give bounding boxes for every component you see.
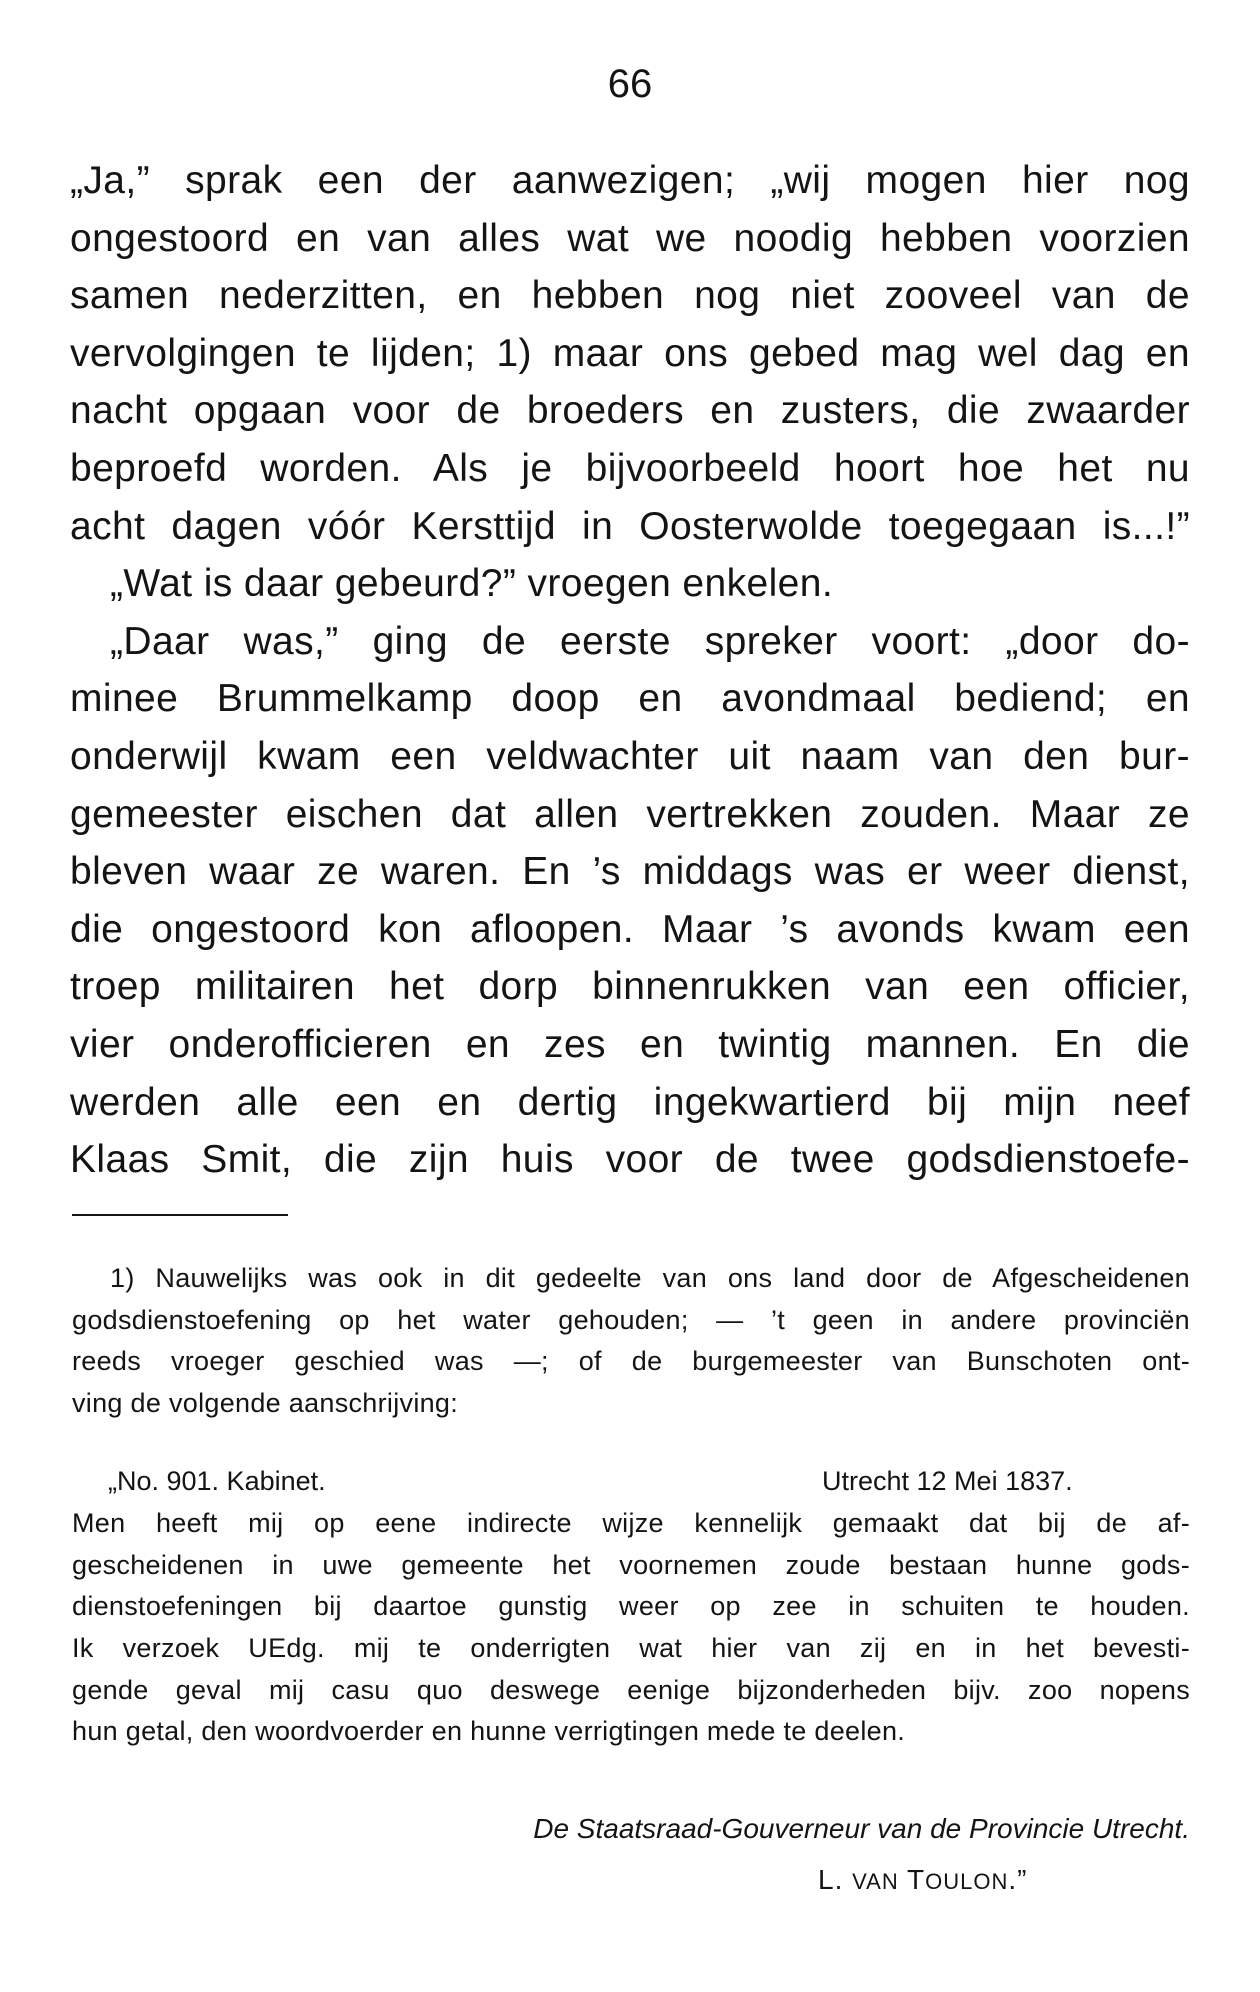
signer-surname-initial: T [907, 1864, 926, 1895]
text-line: beproefd worden. Als je bijvoorbeeld hoort hoe het nu [70, 446, 1190, 490]
text-line: die ongestoord kon afloopen. Maar ’s avonds kwam een [70, 907, 1190, 951]
text-line: minee Brummelkamp doop en avondmaal bediend; en [70, 677, 1190, 721]
text-line: gemeester eischen dat allen vertrekken zouden. Maar ze [70, 792, 1190, 836]
text-line: bleven waar ze waren. En ’s middags was er weer dienst, [70, 850, 1190, 894]
text-line: onderwijl kwam een veldwachter uit naam van den bur- [70, 734, 1190, 778]
text-line: vier onderofficieren en zes en twintig mannen. En die [70, 1022, 1190, 1066]
letter-line: gende geval mij casu quo deswege eenige bijzonderheden bijv. zoo nopens [72, 1674, 1190, 1705]
signer-surname-rest: OULON [925, 1869, 1009, 1894]
signer-initial: L. [818, 1864, 844, 1895]
letter-line: Men heeft mij op eene indirecte wijze kennelijk gemaakt dat bij de af- [72, 1508, 1190, 1538]
footnote-line: 1) Nauwelijks was ook in dit gedeelte van ons land door de Afgescheidenen [110, 1263, 1190, 1293]
letter-line: dienstoefeningen bij daartoe gunstig weer op zee in schuiten te houden. [72, 1591, 1190, 1622]
signature-title: De Staatsraad-Gouverneur van de Provincie Utrecht. [533, 1813, 1190, 1844]
text-line: troep militairen het dorp binnenrukken van een officier, [70, 965, 1190, 1009]
text-line: Klaas Smit, die zijn huis voor de twee godsdienstoefe- [70, 1138, 1190, 1182]
text-line: nacht opgaan voor de broeders en zusters, die zwaarder [70, 389, 1190, 433]
signer-particle: VAN [852, 1869, 899, 1894]
letter-dateline: Utrecht 12 Mei 1837. [822, 1466, 1073, 1496]
letter-line: hun getal, den woordvoerder en hunne verrigtingen mede te deelen. [72, 1716, 906, 1747]
footnote-line: godsdienstoefening op het water gehouden; — ’t geen in andere provinciën [72, 1304, 1190, 1335]
text-line: „Wat is daar gebeurd?” vroegen enkelen. [110, 562, 834, 606]
footnote-divider [72, 1214, 288, 1216]
signer-close: .” [1008, 1864, 1028, 1895]
letter-line: Ik verzoek UEdg. mij te onderrigten wat hier van zij en in het bevesti- [72, 1633, 1190, 1664]
footnote-line: reeds vroeger geschied was —; of de burgemeester van Bunschoten ont- [72, 1346, 1190, 1377]
page-number: 66 [607, 62, 653, 106]
text-line: vervolgingen te lijden; 1) maar ons gebed mag wel dag en [70, 331, 1190, 375]
letter-line: gescheidenen in uwe gemeente het voornemen zoude bestaan hunne gods- [72, 1549, 1190, 1580]
signer-name [818, 1860, 1028, 1902]
text-line: samen nederzitten, en hebben nog niet zooveel van de [70, 274, 1190, 318]
text-line: „Daar was,” ging de eerste spreker voort: „door do- [110, 619, 1190, 663]
letter-body [72, 1503, 1190, 1753]
text-line: „Ja,” sprak een der aanwezigen; „wij mogen hier nog [70, 159, 1190, 202]
text-line: ongestoord en van alles wat we noodig hebben voorzien [70, 216, 1190, 260]
main-text [70, 152, 1190, 1189]
footnote-line: ving de volgende aanschrijving: [72, 1388, 459, 1419]
text-line: acht dagen vóór Kersttijd in Oosterwolde toegegaan is...!” [70, 504, 1190, 548]
text-line: werden alle een en dertig ingekwartierd bij mijn neef [70, 1080, 1190, 1124]
letter-reference: „No. 901. Kabinet. [108, 1466, 326, 1496]
footnote [72, 1258, 1190, 1425]
